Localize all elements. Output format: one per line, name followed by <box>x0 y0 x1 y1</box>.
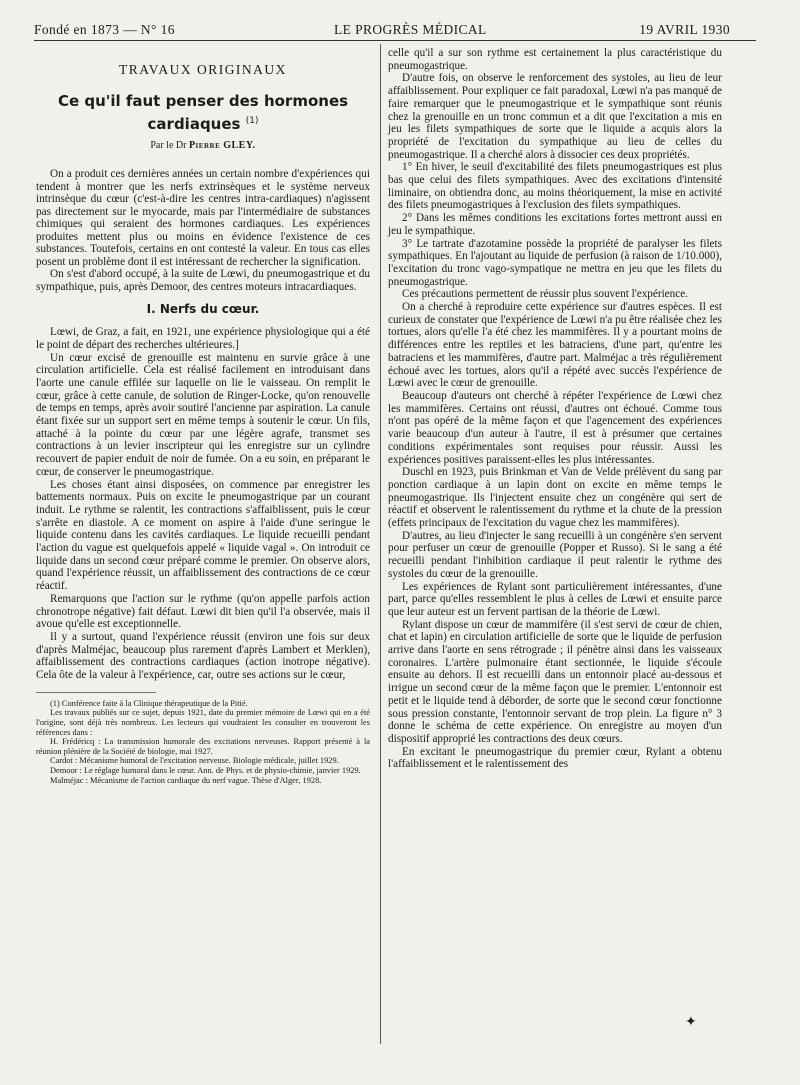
title-footnote-mark: (1) <box>245 115 259 126</box>
body-paragraph: Rylant dispose un cœur de mammifère (il s'est servi de cœur de chien, chat et lapin) en circulation artificielle de sorte que le liquide de perfusion arrive dans l'aorte en sens rétrograde ; il pénètre ainsi dans les vaisseaux coronaires. L'artère pulmonaire étant sectionnée, le liquide s'écoule ensuite au dehors. Il est recueilli dans un entonnoir placé au-dessous et irrigue un second cœur de la même façon que le premier. L'entonnoir est petit et le liquide tend à déborder, de sorte que le second cœur fonctionne sous pression constante, l'entonnoir servant de trop plein. La figure n° 3 donne le schéma de cette expérience. On enregistre au moyen d'un dispositif approprié les contractions des deux cœurs. <box>388 618 722 745</box>
footnote: Malméjac : Mécanisme de l'action cardiaque du nerf vague. Thèse d'Alger, 1928. <box>50 775 322 785</box>
body-paragraph: En excitant le pneumogastrique du premier cœur, Rylant a obtenu l'affaiblissement et le ralentissement des <box>388 745 722 771</box>
subheading-nerfs-du-coeur: I. Nerfs du cœur. <box>146 302 260 317</box>
footnote: H. Frédéricq : La transmission humorale des excitations nerveuses. Rapport présenté à la réunion plénière de la Société de biologie, mai 1927. <box>36 737 370 756</box>
body-paragraph: 2° Dans les mêmes conditions les excitations fortes mettront aussi en jeu le sympathique. <box>388 212 722 237</box>
body-paragraph: Il y a surtout, quand l'expérience réussit (environ une fois sur deux d'après Malméjac, beaucoup plus rarement d'après Lambert et Merklen), affaiblissement des contractions cardiaques (action inotrope négative). Cela ôte de la valeur à l'expérience, car, outre ses actions sur le cœur, <box>36 630 370 682</box>
ornament-icon: ✦ <box>685 1014 697 1030</box>
running-head <box>34 22 730 42</box>
body-paragraph: Les expériences de Rylant sont particulièrement intéressantes, d'une part, parce qu'elles ressemblent le plus à celles de Lœwi et ensuite parce que leur auteur est un fervent partisan de la théorie de Lœwi. <box>388 580 722 618</box>
body-paragraph: D'autres, au lieu d'injecter le sang recueilli à un congénère s'en servent pour perfuser un cœur de grenouille (Popper et Russo). Si le sang a été recueilli pendant l'inhibition cardiaque il peut ralentir le rythme des systoles du cœur de la grenouille. <box>388 529 722 580</box>
intro-paragraph: On a produit ces dernières années un certain nombre d'expériences qui tendent à montrer que les nerfs extrinsèques et le système nerveux intrinsèque du cœur (c'est-à-dire les centres intra-cardiaques) n'agissent pas directement sur le myocarde, mais par l'intermédiaire de substances chimiques qui seraient des hormones cardiaques. Les expériences produites mettent plus ou moins en évidence l'existence de ces substances. Toutefois, certains en ont contesté la valeur. En tous cas elles posent un problème dont il est intéressant de rechercher la signification. <box>36 168 370 268</box>
running-head-left: Fondé en 1873 — N° 16 <box>34 22 175 37</box>
byline-author: Pierre GLEY. <box>188 139 256 151</box>
running-head-journal-title: LE PROGRÈS MÉDICAL <box>334 22 487 37</box>
body-paragraph: Beaucoup d'auteurs ont cherché à répéter l'expérience de Lœwi chez les mammifères. Certains ont réussi, d'autres ont échoué. Comme tous n'ont pas opéré de la même façon et que l'agencement des expériences varie beaucoup d'un auteur à l'autre, il est à présumer que certaines conditions expérimentales sont requises pour réussir. Aussi les expériences positives paraissent-elles les plus intéressantes. <box>388 389 722 466</box>
article-title <box>46 91 360 134</box>
footnote-rule <box>36 692 156 697</box>
header-rule <box>34 40 756 41</box>
body-paragraph: Ces précautions permettent de réussir plus souvent l'expérience. <box>402 288 688 301</box>
body-paragraph: Lœwi, de Graz, a fait, en 1921, une expérience physiologique qui a été le point de départ des recherches ultérieures.] <box>36 326 370 351</box>
body-paragraph: D'autre fois, on observe le renforcement des systoles, au lieu de leur affaiblissement. Pour expliquer ce fait paradoxal, Lœwi n'a pas manqué de faire remarquer que le pneumogastrique et le sympathique sont réunis chez la grenouille en un tronc commun et a dit que l'excitation a mis en jeu les filets sympathiques de sorte que le liquide a acquis alors la propriété de l'excitation du sympathique au lieu de celles du pneumogastrique. Il a cherché alors à dissocier ces deux propriétés. <box>388 72 722 161</box>
body-paragraph: Un cœur excisé de grenouille est maintenu en survie grâce à une circulation artificielle. Cela est réalisé facilement en introduisant dans l'aorte une canule effilée sur laquelle on lie le vaisseau. On remplit le cœur, grâce à cette canule, de solution de Ringer-Locke, qu'on renouvelle de temps en temps, après avoir soutiré l'ancienne par aspiration. La canule étant fixée sur un support sert en même temps à soutenir le cœur. Un fils, attaché à la pointe du cœur par une légère agrafe, transmet ses contractions à un levier inscripteur qui les enregistre sur un cylindre recouvert de papier enduit de noir de fumée. On a eu soin, en préparant le cœur, de conserver le pneumogastrique. <box>36 351 370 478</box>
article-title-text: Ce qu'il faut penser des hormones cardiaques <box>57 91 349 133</box>
left-column <box>36 60 370 785</box>
body-paragraph: Duschl en 1923, puis Brinkman et Van de Velde prélèvent du sang par ponction cardiaque à un lapin dont on excite en même temps le pneumogastrique. Ils l'injectent ensuite chez un congénère qui sert de réactif et observent le ralentissement du rythme et la chute de la pression (effets principaux de l'excitation du vague chez les mammifères). <box>388 466 722 530</box>
body-paragraph: Les choses étant ainsi disposées, on commence par enregistrer les battements normaux. Puis on excite le pneumogastrique par un courant induit. Le rythme se ralentit, les contractions s'affaiblissent, puis le cœur s'arrête en diastole. A ce moment on aspire à l'aide d'une seringue le liquide contenu dans les cavités cardiaques. Le liquide recueilli pendant l'action du vague est quelquefois appelé « liquide vagal ». On introduit ce liquide dans un second cœur préparé comme le premier. On observe alors, quand l'expérience réussit, un affaiblissement des contractions de ce cœur réactif. <box>36 478 370 593</box>
body-paragraph: 3° Le tartrate d'azotamine possède la propriété de paralyser les filets sympathiques. En l'ajoutant au liquide de perfusion (à raison de 1/10.000), l'excitation du tronc vago-sympatique ne mettra en jeu que les filets du pneumogastrique. <box>388 237 722 288</box>
byline-prefix: Par le Dr <box>150 139 187 151</box>
intro <box>36 168 370 293</box>
right-column <box>388 47 722 771</box>
intro-paragraph: On s'est d'abord occupé, à la suite de Lœwi, du pneumogastrique et du sympathique, puis, après Demoor, des centres moteurs intracardiaques. <box>36 268 370 293</box>
running-head-date: 19 AVRIL 1930 <box>639 22 730 37</box>
column-divider <box>380 44 381 1044</box>
body-paragraph: Remarquons que l'action sur le rythme (qu'on appelle parfois action chronotrope négative) fait défaut. Lœwi dit bien qu'il l'a observée, mais il avoue qu'elle est exceptionnelle. <box>36 592 370 631</box>
footnote: Les travaux publiés sur ce sujet, depuis 1921, date du premier mémoire de Lœwi qui en a été l'origine, sont déjà très nombreux. Les lecteurs qui voudraient les consulter en trouveront les références dans : <box>36 708 370 737</box>
body-paragraph: 1° En hiver, le seuil d'excitabilité des filets pneumogastriques est plus bas que celui des filets sympathiques. Avec des excitations d'intensité liminaire, on obtiendra donc, au moins théoriquement, la mise en activité des filets pneumogastriques à l'exclusion des filets sympathiques. <box>388 161 722 212</box>
footnote: Demoor : Le réglage humoral dans le cœur. Ann. de Phys. et de physio-chimie, janvier 1929. <box>50 765 361 775</box>
body-paragraph: celle qu'il a sur son rythme est certainement la plus caractéristique du pneumogastrique. <box>388 47 722 72</box>
footnote: Cardot : Mécanisme humoral de l'excitation nerveuse. Biologie médicale, juillet 1929. <box>50 756 339 766</box>
body-paragraph: On a cherché à reproduire cette expérience sur d'autres espèces. Il est curieux de constater que l'expérience de Lœwi n'a pu être réalisée chez les tortues, alors qu'elle l'a été chez les mammifères. Il y a pourtant moins de différences entre les reptiles et les batraciens, d'une part, qu'entre les batraciens et les mammifères, d'autre part. Malméjac a très régulièrement échoué avec les tortues, alors qu'il a répété avec succès l'expérience de Lœwi avec le cœur de grenouille. <box>388 301 722 390</box>
footnote: (1) Conférence faite à la Clinique thérapeutique de la Pitié. <box>50 698 248 708</box>
byline <box>36 140 370 153</box>
footnotes <box>36 699 370 785</box>
section-heading: TRAVAUX ORIGINAUX <box>119 62 287 77</box>
